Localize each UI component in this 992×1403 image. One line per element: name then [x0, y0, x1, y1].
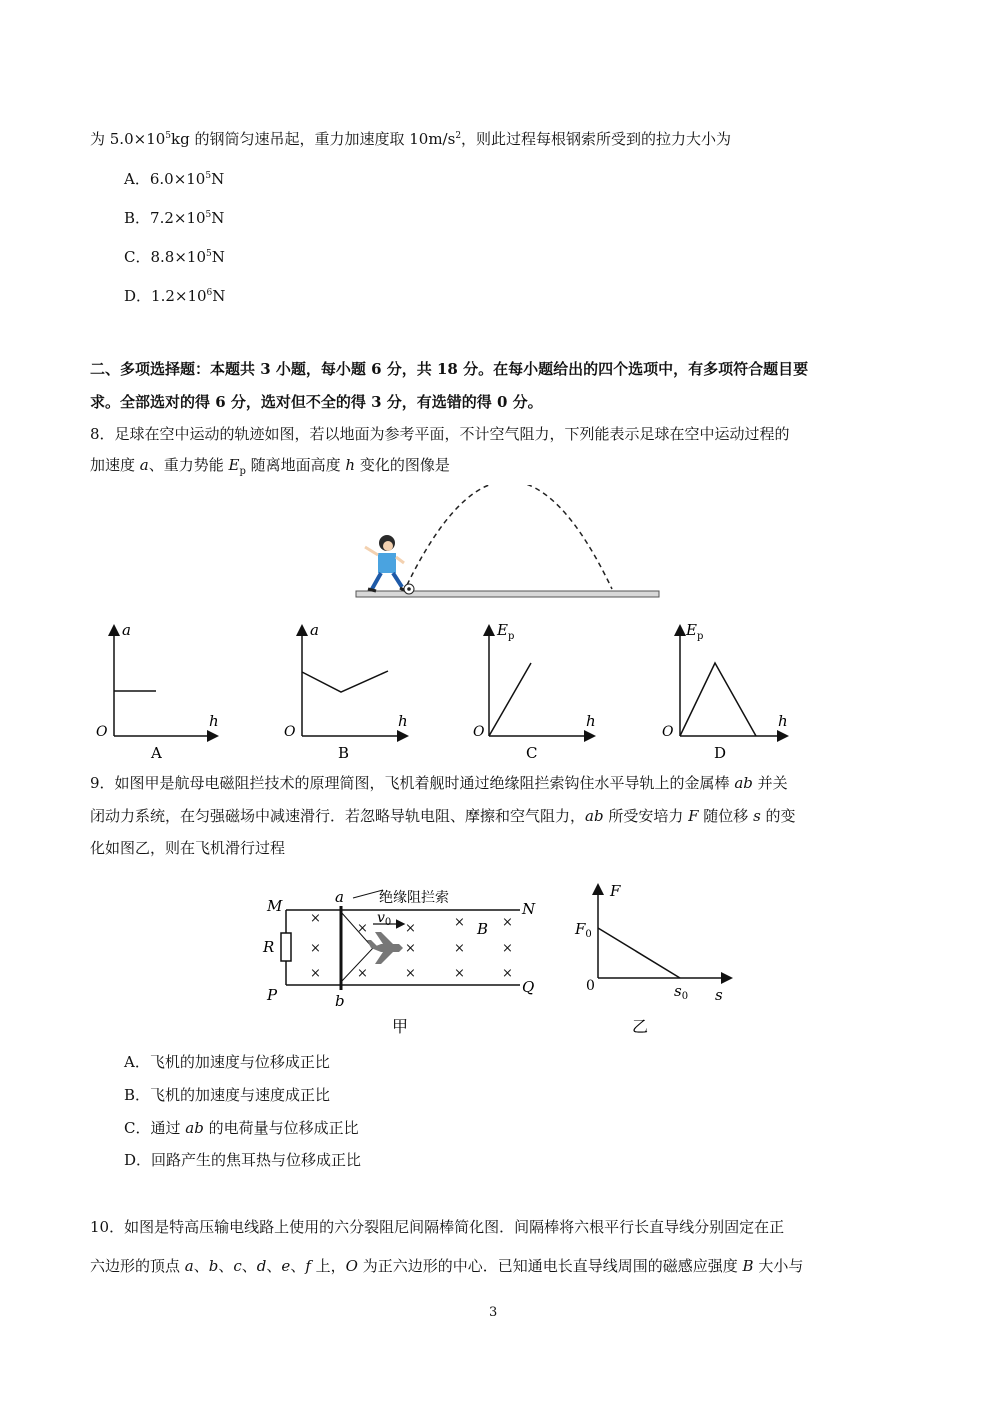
q8-answer-graphs [88, 615, 908, 765]
label-a: a [335, 888, 344, 906]
yi-origin: 0 [586, 978, 595, 994]
graph-d-caption: D [714, 744, 727, 762]
yi-force-line [598, 928, 680, 978]
graph-d-ylabel: $E_p$ [686, 621, 704, 642]
svg-text:×: × [405, 941, 416, 956]
graph-b-origin: O [284, 724, 296, 740]
figure-yi-caption: 乙 [632, 1017, 649, 1036]
velocity-label: $v_0$ [377, 910, 392, 928]
graph-c [473, 621, 596, 762]
q9-stem-line2: 闭动力系统，在匀强磁场中减速滑行．若忽略导轨电阻、摩擦和空气阻力，ab 所受安培力 F 随位移 s 的变 [90, 807, 796, 825]
yi-s0-label: $s_0$ [674, 982, 689, 1002]
graph-d-xlabel: h [778, 712, 788, 730]
section2-heading-line2: 求。全部选对的得 6 分，选对但不全的得 3 分，有选错的得 0 分。 [90, 393, 543, 411]
svg-text:×: × [454, 915, 465, 930]
label-q: Q [522, 978, 535, 996]
graph-c-ylabel: $E_p$ [497, 621, 515, 642]
svg-text:×: × [454, 941, 465, 956]
label-m: M [267, 897, 283, 915]
yi-ylabel: F [610, 882, 621, 900]
svg-text:×: × [502, 915, 513, 930]
svg-text:×: × [357, 966, 368, 981]
graph-b-xlabel: h [398, 712, 408, 730]
svg-text:×: × [310, 941, 321, 956]
graph-b [284, 621, 408, 762]
graph-a [96, 621, 219, 762]
label-n: N [522, 900, 536, 918]
q10-stem-line1: 10．如图是特高压输电线路上使用的六分裂阻尼间隔棒简化图．间隔棒将六根平行长直导线分别固定在正 [90, 1218, 785, 1236]
section2-heading-line1: 二、多项选择题：本题共 3 小题，每小题 6 分，共 18 分。在每小题给出的四个选项中，有多项符合题目要 [90, 360, 809, 378]
svg-text:×: × [454, 966, 465, 981]
q7-option-d: D．$1.2\times 10^6N$ [124, 287, 226, 305]
graph-d-triangle-line [680, 663, 756, 736]
svg-text:×: × [502, 966, 513, 981]
q9-stem-line1: 9．如图甲是航母电磁阻拦技术的原理简图，飞机着舰时通过绝缘阻拦索钩住水平导轨上的金属棒 ab 并关 [90, 774, 788, 792]
q8-stem-line2: 加速度 a、重力势能 $E_p$ 随离地面高度 h 变化的图像是 [90, 456, 450, 477]
q9-option-c: C．通过 ab 的电荷量与位移成正比 [124, 1119, 359, 1137]
graph-d-origin: O [662, 724, 674, 740]
boy-kicking-icon [365, 535, 406, 591]
svg-text:×: × [405, 966, 416, 981]
page-number: 3 [489, 1305, 498, 1320]
q9-option-a: A．飞机的加速度与位移成正比 [124, 1053, 330, 1071]
yi-f0-label: $F_0$ [575, 920, 592, 940]
svg-text:×: × [502, 941, 513, 956]
graph-b-caption: B [338, 744, 350, 762]
football-trajectory-figure [350, 485, 670, 605]
ground-strip [356, 591, 659, 597]
q7-option-c: C．$8.8\times 10^5N$ [124, 248, 225, 266]
yi-xlabel: s [715, 986, 723, 1004]
svg-text:×: × [357, 921, 368, 936]
q7-option-a: A．$6.0\times 10^5N$ [124, 170, 225, 188]
figure-yi-graph [570, 878, 740, 1040]
graph-a-origin: O [96, 724, 108, 740]
label-p: P [267, 986, 278, 1004]
graph-a-ylabel: a [122, 621, 131, 639]
trajectory-dashed-arc [407, 485, 612, 589]
graph-c-xlabel: h [586, 712, 596, 730]
graph-a-caption: A [151, 744, 162, 762]
svg-text:×: × [310, 966, 321, 981]
q10-stem-line2: 六边形的顶点 a、b、c、d、e、f 上，O 为正六边形的中心．已知通电长直导线周围的磁感应强度 B 大小与 [90, 1257, 804, 1275]
q9-stem-line3: 化如图乙，则在飞机滑行过程 [90, 839, 286, 857]
cable-label: 绝缘阻拦索 [379, 890, 449, 906]
graph-c-origin: O [473, 724, 485, 740]
graph-c-caption: C [526, 744, 538, 762]
q7-option-b: B．$7.2\times 10^5N$ [124, 209, 225, 227]
q9-option-b: B．飞机的加速度与速度成正比 [124, 1086, 331, 1104]
resistor [281, 933, 291, 961]
graph-c-rising-line [489, 663, 531, 736]
q8-stem-line1: 8．足球在空中运动的轨迹如图，若以地面为参考平面，不计空气阻力，下列能表示足球在空中运动过程的 [90, 425, 790, 443]
svg-text:×: × [310, 911, 321, 926]
q9-option-d: D．回路产生的焦耳热与位移成正比 [124, 1151, 362, 1169]
svg-text:×: × [405, 921, 416, 936]
q7-stem-tail: 为 $5.0\times 10^5kg$ 的钢筒匀速吊起，重力加速度取 $10m/s^2$，则此过程每根钢索所受到的拉力大小为 [90, 130, 732, 148]
football-icon [404, 584, 414, 594]
label-r: R [263, 938, 275, 956]
graph-a-xlabel: h [209, 712, 219, 730]
graph-d [662, 621, 788, 762]
graph-b-v-line [302, 671, 388, 692]
figure-jia-caption: 甲 [392, 1017, 409, 1036]
figure-jia-circuit [255, 880, 555, 1040]
airplane-icon [367, 932, 403, 964]
graph-b-ylabel: a [310, 621, 319, 639]
label-b: b [335, 992, 345, 1010]
field-label-b: B [477, 920, 489, 938]
